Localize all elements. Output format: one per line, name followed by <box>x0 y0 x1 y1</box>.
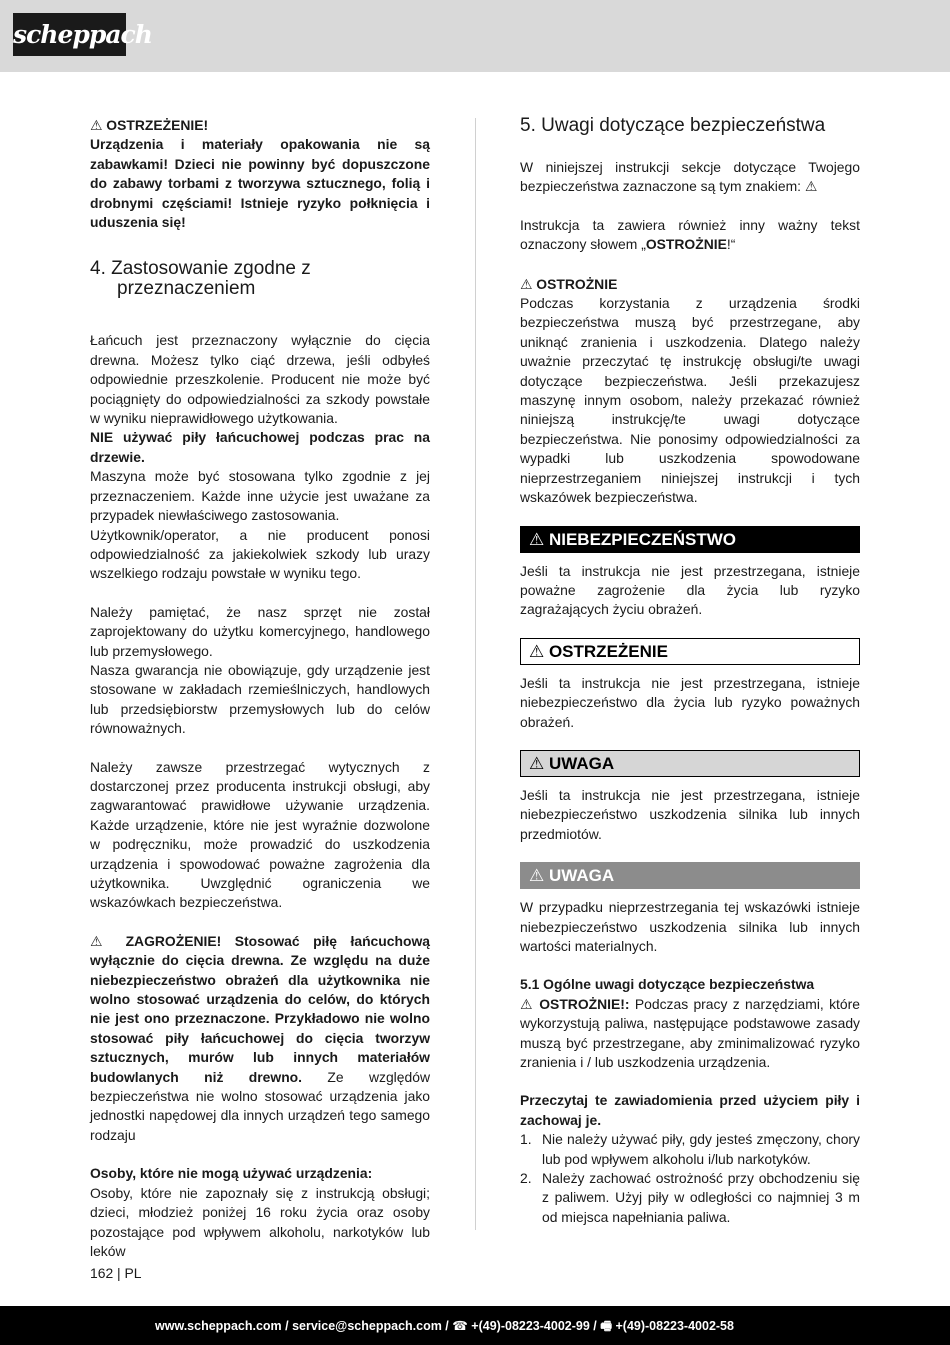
restricted-persons-title: Osoby, które nie mogą używać urządzenia: <box>90 1165 373 1182</box>
footer-contact: www.scheppach.com / service@scheppach.com / ☎ +(49)-08223-4002-99 / 🖷 +(49)-08223-4002-58 <box>155 1319 734 1333</box>
warning-box: ⚠ OSTRZEŻENIE <box>520 638 860 665</box>
important-text-c: !“ <box>726 236 736 253</box>
page-header <box>0 0 950 72</box>
note-box: ⚠ UWAGA <box>520 862 860 889</box>
section-5-title: 5. Uwagi dotyczące bezpieczeństwa <box>520 115 826 136</box>
list-item-text: Należy zachować ostrożność przy obchodzeniu się z paliwem. Użyj piły w odległości co najmniej 3 m od miejsca napełniania paliwa. <box>542 1170 860 1225</box>
caution-box-text: Jeśli ta instrukcja nie jest przestrzegana, istnieje niebezpieczeństwo uszkodzenia silnika lub innych przedmiotów. <box>520 786 860 842</box>
right-column <box>520 116 860 1227</box>
read-notices-title: Przeczytaj te zawiadomienia przed użyciem piły i zachowaj je. <box>520 1092 860 1128</box>
scheppach-logo: scheppach <box>13 13 126 56</box>
danger-box: ⚠ NIEBEZPIECZEŃSTWO <box>520 526 860 553</box>
column-divider <box>475 118 476 1230</box>
caution-heading: ⚠ OSTROŻNIE <box>520 275 618 292</box>
intended-use-only-paragraph: Maszyna może być stosowana tylko zgodnie z jej przeznaczeniem. Każde inne użycie jest uważane za przypadek niewłaściwego zastosowania. <box>90 468 430 524</box>
section-4-title: 4. Zastosowanie zgodne z przeznaczeniem <box>90 258 311 300</box>
note-box-text: W przypadku nieprzestrzegania tej wskazówki istnieje niebezpieczeństwo uszkodzenia silnika lub innych wartości materialnych. <box>520 899 860 954</box>
page-number-value: 162 <box>90 1265 114 1281</box>
list-item <box>520 1169 860 1227</box>
important-text-paragraph <box>520 216 860 255</box>
caution-box: ⚠ UWAGA <box>520 750 860 777</box>
list-item-number: 2. <box>520 1170 532 1187</box>
danger-box-text: Jeśli ta instrukcja nie jest przestrzegana, istnieje poważne zagrożenie dla życia lub ryzyko zagrażających życiu obrażeń. <box>520 562 860 618</box>
left-column <box>90 116 430 1261</box>
section-5-1-title: 5.1 Ogólne uwagi dotyczące bezpieczeństwa <box>520 976 815 993</box>
caution-text: Podczas korzystania z urządzenia środki bezpieczeństwa muszą być przestrzegane, aby uniknąć zranienia i uszkodzenia. Dlatego należy uważnie przeczytać tę instrukcję obsługi/te uwagi dotyczące bezpieczeństwa. Jeśli przekazujesz maszynę innym osobom, należy przekazać również niniejszą instrukcję/te uwagi dotyczące bezpieczeństwa. Nie ponosimy odpowiedzialności za wypadki lub uszkodzenia spowodowane nieprzestrzeganiem niniejszej instrukcji i tych wskazówek bezpieczeństwa. <box>520 295 860 506</box>
list-item <box>520 1130 860 1169</box>
list-item-text: Nie należy używać piły, gdy jesteś zmęczony, chory lub pod wpływem alkoholu i/lub narkotyków. <box>542 1131 860 1167</box>
page-language: PL <box>124 1265 142 1281</box>
intended-use-paragraph: Łańcuch jest przeznaczony wyłącznie do cięcia drewna. Możesz tylko ciąć drzewa, jeśli odbyłeś odpowiednie przeszkolenie. Producent nie może być pociągnięty do odpowiedzialności za szkody powstałe w wyniku nieprawidłowego użytkowania. <box>90 332 430 427</box>
page-number: 162 | PL <box>90 1265 142 1281</box>
section-5-1-normal: Podczas pracy z narzędziami, które wykorzystują paliwa, następujące podstawowe zasady muszą być przestrzegane, aby zminimalizować ryzyko zranienia i / lub uszkodzenia urządzenia. <box>520 995 860 1070</box>
safety-intro-paragraph: W niniejszej instrukcji sekcje dotyczące Twojego bezpieczeństwa zaznaczone są tym znakiem: ⚠ <box>520 159 860 195</box>
important-text-a: Instrukcja ta zawiera również inny ważny tekst oznaczony słowem „ <box>520 216 860 253</box>
danger-normal-text: Ze względów bezpieczeństwa nie wolno stosować urządzenia jako jednostki napędowej dla innych urządzeń tego samego rodzaju <box>90 1068 430 1143</box>
list-item-number: 1. <box>520 1131 532 1148</box>
danger-bold-text: ⚠ ZAGROŻENIE! Stosować piłę łańcuchową wyłącznie do cięcia drewna. Ze względu na duże niebezpieczeństwo obrażeń dla użytkownika nie wolno stosować urządzenia do celów, do których nie jest ono przeznaczone. Przykładowo nie wolno stosować piły łańcuchowej do cięcia tworzyw sztucznych, murów lub innych materiałów budowlanych niż drewno. <box>90 932 430 1085</box>
warning-text: Urządzenia i materiały opakowania nie są zabawkami! Dzieci nie powinny być dopuszczone do zabawy torbami z tworzywa sztucznego, folią i drobnymi częściami! Istnieje ryzyko połknięcia i uduszenia się! <box>90 136 430 231</box>
warning-box-text: Jeśli ta instrukcja nie jest przestrzegana, istnieje niebezpieczeństwo dla życia lub ryzyko poważnych obrażeń. <box>520 674 860 730</box>
safety-list <box>520 1130 860 1227</box>
page-footer <box>0 1306 950 1345</box>
section-5-1-bold: ⚠ OSTROŻNIE!: <box>520 995 630 1012</box>
warranty-paragraph: Nasza gwarancja nie obowiązuje, gdy urządzenie jest stosowane w zakładach rzemieślniczych, handlowych lub przedsiębiorstw przemysłowych lub do celów równoważnych. <box>90 661 430 737</box>
restricted-persons-text: Osoby, które nie zapoznały się z instrukcją obsługi; dzieci, młodzież poniżej 16 roku życia oraz osoby pozostające pod wpływem alkoholu, narkotyków lub leków <box>90 1184 430 1259</box>
liability-paragraph: Użytkownik/operator, a nie producent ponosi odpowiedzialność za jakiekolwiek szkody lub urazy wszelkiego rodzaju powstałe w wyniku tego. <box>90 526 430 582</box>
no-tree-work-notice: NIE używać piły łańcuchowej podczas prac na drzewie. <box>90 429 430 465</box>
non-commercial-paragraph: Należy pamiętać, że nasz sprzęt nie został zaprojektowany do użytku komercyjnego, handlowego lub przemysłowego. <box>90 603 430 659</box>
warning-heading: ⚠ OSTRZEŻENIE! <box>90 117 209 133</box>
section-5-1-text <box>520 995 860 1073</box>
guidelines-paragraph: Należy zawsze przestrzegać wytycznych z dostarczonej przez producenta instrukcji obsługi, aby zagwarantować prawidłowe używanie urządzenia. Każde urządzenie, które nie jest wyraźnie dozwolone w podręczniku, może prowadzić do uszkodzenia urządzenia i spowodować poważne zagrożenia dla użytkownika. Uwzględnić ograniczenia we wskazówkach bezpieczeństwa. <box>90 758 430 911</box>
danger-paragraph <box>90 932 430 1145</box>
important-text-keyword: OSTROŻNIE <box>645 236 727 253</box>
